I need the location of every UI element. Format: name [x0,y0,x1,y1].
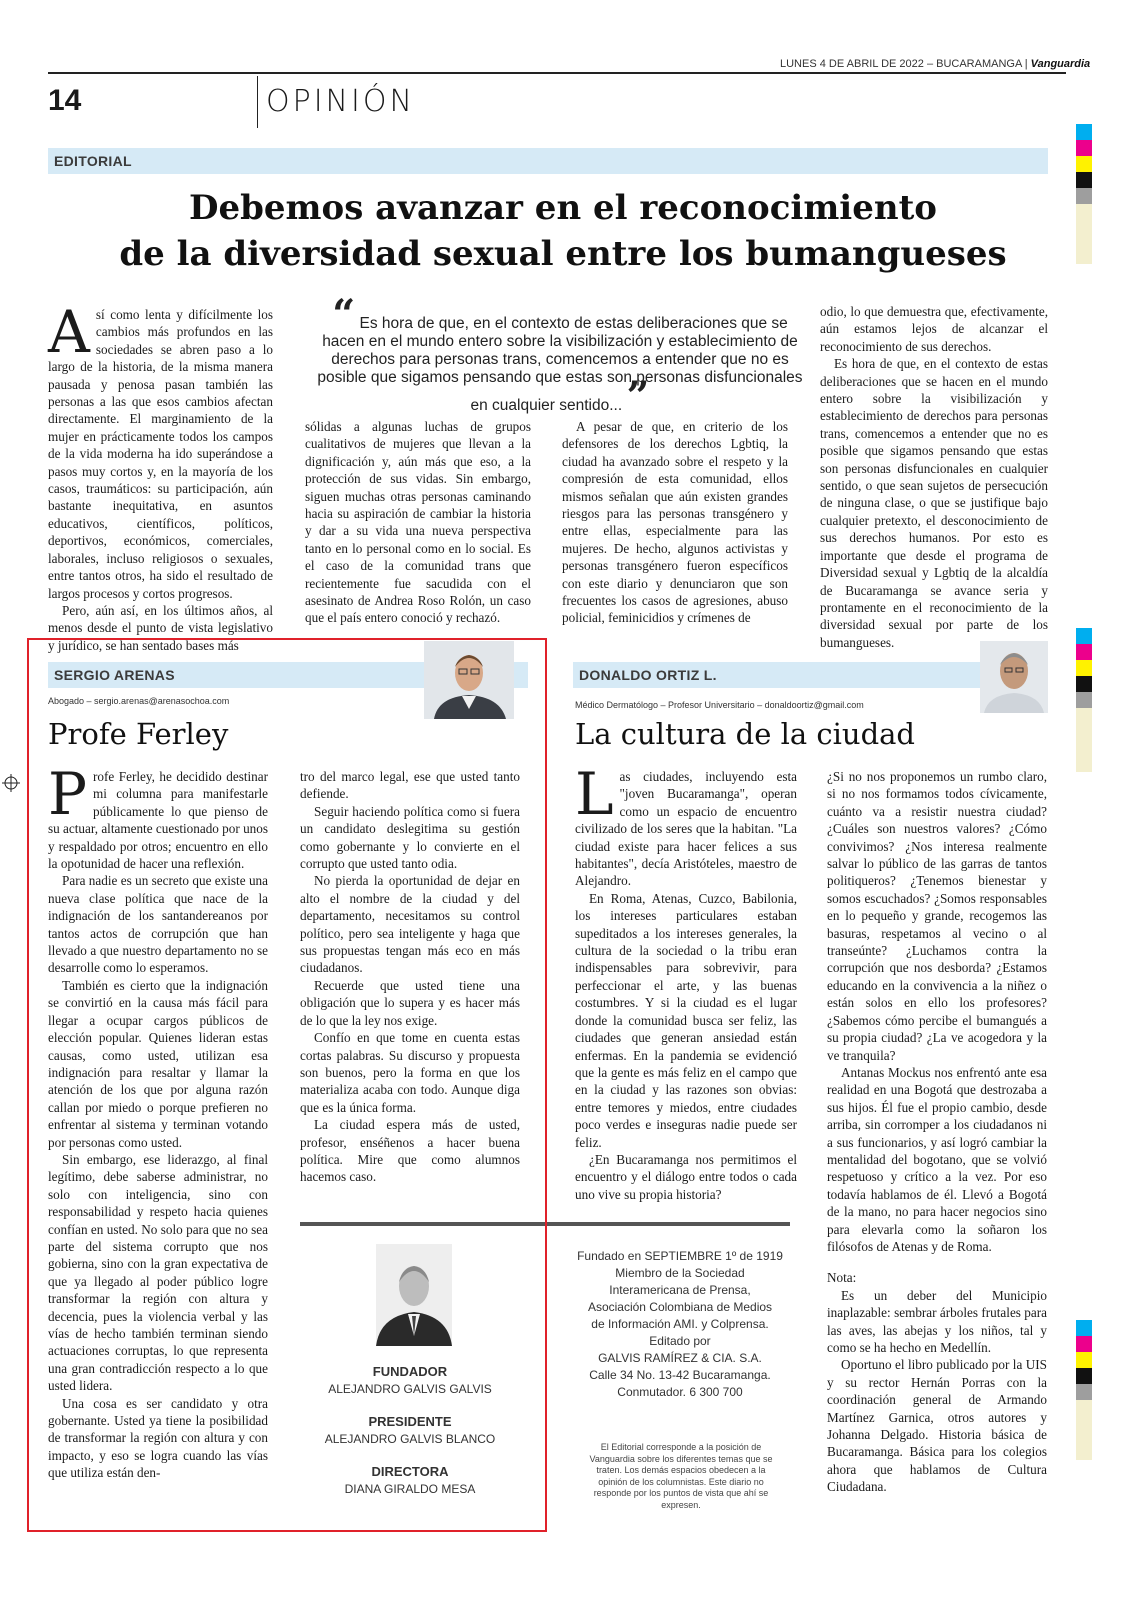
director-role: DIRECTORA [371,1464,449,1479]
founder-role: FUNDADOR [372,1364,448,1379]
editorial-paragraph: Pero, aún así, en los últimos años, al menos desde el punto de vista legislativo y jurídico, se han sentado bases más [48,602,273,653]
gray-swatch [1076,188,1092,204]
black-swatch [1076,172,1092,188]
editorial-headline [60,185,1066,277]
author-meta-right: Médico Dermatólogo – Profesor Universitario – donaldoortiz@gmail.com [575,700,864,710]
column-title-right: La cultura de la ciudad [575,717,915,751]
editorial-column-2 [305,418,531,627]
column-paragraph: ¿En Bucaramanga nos permitimos el encuentro y el diálogo entre todos o cada uno vive su propia historia? [575,1151,797,1202]
column-paragraph: Confío en que tome en cuenta estas cortas palabras. Su discurso y propuesta son buenos, pero la forma en que los materializa acaba con todo. Aunque diga que es la única forma. [300,1030,520,1115]
editorial-paragraph [48,298,273,602]
info-line: Calle 34 No. 13-42 Bucaramanga. [589,1368,771,1382]
column-paragraph: Antanas Mockus nos enfrentó ante esa realidad en una Bogotá que destrozaba a sus hijos. Él fue el propio cambio, desde arriba, sin corromper a los ciudadanos ni a sus funcionarios, y así logró cambiar la mentalidad del bogotano, que se volvió respetuoso y crítico a la vez. Por eso todavía hablamos de él. Llevó a Bogotá de la mano, no para hacer negocios sino para elevarla como la soñaron los filósofos de Atenas y de Roma. [827,1064,1047,1254]
close-quote-icon: ” [626,373,650,420]
dateline-text: LUNES 4 DE ABRIL DE 2022 – BUCARAMANGA | [780,58,1028,70]
selection-highlight-box [27,638,547,1532]
column-text: rofe Ferley, he decidido destinar mi columna para manifestarle públicamente lo que pienso de su actuar, altamente cuestionado por unos y respaldado por otros; encuentro en ello la opotunidad de hacer una reflexión. [48,769,268,872]
dateline [780,58,1091,70]
publisher-info [566,1248,794,1401]
info-line: Fundado en SEPTIEMBRE 1º de 1919 [577,1249,783,1263]
yellow-swatch [1076,156,1092,172]
editorial-disclaimer: El Editorial corresponde a la posición de Vanguardia sobre los diferentes temas que se traten. Los demás espacios obedecen a la opinión de los columnistas. Este diario no responde por los puntos de vista que ahí se expresen. [589,1442,773,1510]
section-divider [257,76,258,128]
headline-line-2: de la diversidad sexual entre los bumangueses [119,234,1007,274]
headline-line-1: Debemos avanzar en el reconocimiento [189,188,937,228]
section-title: OPINIÓN [266,84,415,119]
editorial-band [48,148,1048,174]
column-paragraph: En Roma, Atenas, Cuzco, Babilonia, los intereses particulares estaban supeditados a los intereses generales, la cultura de la sociedad o la tribu eran indispensables para sobrevivir, para perfeccionar el arte, y las buenas costumbres. Y si la ciudad es el lugar donde la comunidad busca ser feliz, las ciudades que generan ansiedad están enfermas. En la pandemia se evidenció que la gente es más feliz en el campo que en la ciudad y las razones son obvias: entre temores y miedos, entre ciudades poco verdes e inseguras nadie puede ser feliz. [575,890,797,1150]
column-title-left: Profe Ferley [48,717,229,751]
author-name: SERGIO ARENAS [54,667,175,683]
president-role: PRESIDENTE [368,1414,452,1429]
info-line: de Información AMI. y Colprensa. [591,1317,769,1331]
drop-cap: L [575,760,614,828]
color-registration-bar [1076,1320,1092,1460]
editorial-paragraph: Es hora de que, en el contexto de estas deliberaciones que se hacen en el mundo entero sobre la visibilización y establecimiento de derechos para personas trans, comencemos a entender que no es posible que sigamos pensando que estas son personas disfuncionales en cualquier sentido, o que sean sujetos de persecución de ninguna clase, o que se justifique bajo cualquier pretexto, el desconocimiento de sus derechos humanos. Por esto es importante que desde el programa de Diversidad sexual y Lgbtiq de la alcaldía de Bucaramanga se avance seria y prontamente en el reconocimiento de la diversidad sexual por parte de los bumangueses. [820,356,1048,650]
editorial-text: sí como lenta y difícilmente los cambios más profundos en las sociedades se abren paso a lo largo de la historia, de la misma manera pausada y penosa pasan también las personas a las que esos cambios afectan directamente. El marginamiento de la mujer en prácticamente todos los campos de la vida moderna ha ido superándose a pasos muy cortos y, en la mayoría de los casos, traumáticos: su participación, aún bastante inequitativa, en asuntos educativos, científicos, políticos, deportivos, económicos, comerciales, laborales, incluso religiosos o sexuales, entre tantos otros, ha sido el resultado de largos procesos y cortos progresos. [48,307,273,601]
registration-crosshair-icon [2,774,20,792]
right-column-b [827,768,1047,1496]
column-paragraph: Oportuno el libro publicado por la UIS y su rector Hernán Porras con la coordinación general de Armando Martínez Garnica, otros autores y Johanna Delgado. Historia básica de Bucaramanga. Básica para los colegios ahora que hablamos de Cultura Ciudadana. [827,1357,1047,1495]
yellow-swatch [1076,660,1092,676]
column-paragraph: Una cosa es ser candidato y otra gobernante. Usted ya tiene la posibilidad de transformar la región con altura y con impacto, y eso se logra cuando las vías que utiliza están den- [48,1395,268,1481]
founder-name: ALEJANDRO GALVIS GALVIS [328,1382,492,1396]
editorial-paragraph: sólidas a algunas luchas de grupos cualitativos de mujeres que llevan a la dignificación y, aún más que eso, a la protección de sus vidas. Sin embargo, siguen muchas otras personas caminando hacia su aspiración de cambiar la historia y dar a su vida una nueva perspectiva tanto en lo personal como en lo social. Es el caso de la comunidad trans que recientemente fue sacudida con el asesinato de Andrea Roso Rolón, un caso que el país entero conoció y rechazó. [305,419,531,626]
drop-cap: A [48,298,90,366]
color-registration-bar [1076,628,1092,772]
gray-swatch [1076,1384,1092,1400]
editorial-paragraph: A pesar de que, en criterio de los defensores de los derechos Lgbtiq, la ciudad ha avanzado sobre el respeto y la compresión de esta comunidad, ellos mismos señalan que aún existen grandes riesgos para las personas transgénero y entre ellas, especialmente para las mujeres. De hecho, algunos activistas y personas transgénero fueron específicos con este diario y denunciaron que son frecuentes los casos de agresiones, abuso policial, feminicidios y crímenes de [562,419,788,626]
magenta-swatch [1076,1336,1092,1352]
gray-swatch [1076,692,1092,708]
cream-swatch [1076,708,1092,772]
president-name: ALEJANDRO GALVIS BLANCO [324,1432,496,1446]
column-text: as ciudades, incluyendo esta "joven Bucaramanga", operan como un espacio de encuentro civilizado de los seres que la habitan. "La ciudad existe para hacer felices a sus habitantes", decía Aristóteles, maestro de Alejandro. [575,769,797,889]
column-paragraph [575,760,797,890]
black-swatch [1076,676,1092,692]
author-meta-left: Abogado – sergio.arenas@arenasochoa.com [48,696,230,706]
black-swatch [1076,1368,1092,1384]
column-paragraph: Recuerde que usted tiene una obligación que lo supera y es hacer más de lo que la ley nos exige. [300,977,520,1028]
info-line: Miembro de la Sociedad [615,1266,745,1280]
info-line: Interamericana de Prensa, [609,1283,751,1297]
cream-swatch [1076,204,1092,264]
pull-quote [310,291,810,420]
editorial-label: EDITORIAL [54,153,132,169]
right-column-a [575,760,797,1203]
cyan-swatch [1076,1320,1092,1336]
author-band-right [573,662,1048,688]
column-paragraph: ¿Si no nos proponemos un rumbo claro, si no nos formamos todos cívicamente, cuánto va a resistir nuestra ciudad? ¿Cuáles son nuestros valores? ¿Cómo convivimos? ¿Nos interesa realmente salvar lo público de las garras de tantos politiqueros? ¿Tenemos bienestar y somos escuchados? ¿Somos responsables en lo pequeño y grande, recogemos las basuras, respetamos al vecino o al transeúnte? ¿Luchamos contra la corrupción que nos desborda? ¿Estamos educando en la convivencia a la niñez o están solos en ello los profesores? ¿Sabemos cómo percibe el bumangués a su propia ciudad? ¿La ve acogedora y la ve tranquila? [827,769,1047,1063]
open-quote-icon: “ [332,291,356,338]
column-paragraph: La ciudad espera más de usted, profesor, enséñenos a hacer buena política. Mire que como alumnos hacemos caso. [300,1117,520,1185]
editorial-paragraph: odio, lo que demuestra que, efectivamente, aún estamos lejos de alcanzar el reconocimiento de sus derechos. [820,304,1048,354]
info-line: Editado por [649,1334,711,1348]
header-rule [48,72,1066,74]
column-paragraph: Sin embargo, ese liderazgo, al final legítimo, debe saberse administrar, no solo con inteligencia, sino con responsabilidad y respeto hacia quienes confían en usted. No solo para que no sea parte del sistema corrupto que nos gobierna, sino con la gran expectativa de que ya llegado al poder público logre transformar la región con altura y decencia, pues la violencia verbal y las vías de hecho también terminan siendo actuaciones corruptas, lo que representa una gran contradicción respecto a lo que usted lidera. [48,1151,268,1394]
pull-quote-text: Es hora de que, en el contexto de estas deliberaciones que se hacen en el mundo entero sobre la visibilización y establecimiento de derechos para personas trans, comencemos a entender que no es posible que sigamos pensando que estas son personas disfuncionales en cualquier sentido... [317,315,803,414]
column-paragraph: Para nadie es un secreto que existe una nueva clase política que nace de la indignación de los santandereanos por tantos actos de corrupción que han llevado a que nuestro departamento no se desarrolle como lo esperamos. [48,873,268,976]
column-paragraph: tro del marco legal, ese que usted tanto defiende. [300,769,520,802]
editorial-column-3 [562,418,788,627]
drop-cap: P [48,760,88,828]
page-number: 14 [48,84,82,117]
magenta-swatch [1076,140,1092,156]
cyan-swatch [1076,628,1092,644]
column-paragraph: También es cierto que la indignación se convirtió en la causa más fácil para llegar a ocupar cargos públicos de elección popular. Quienes lideran estas causas, como usted, utilizan esa indignación para resaltar y llamar la atención de los que por alguna razón callan por miedo o porque prefieren no enfrentar al sistema y terminan votando por personas como usted. [48,977,268,1150]
yellow-swatch [1076,1352,1092,1368]
column-paragraph: Es un deber del Municipio inaplazable: sembrar árboles frutales para las aves, las abejas y los niños, tal y como se ha hecho en Medellín. [827,1287,1047,1355]
author-photo [980,641,1048,713]
director-name: DIANA GIRALDO MESA [344,1482,476,1496]
info-line: Conmutador. 6 300 700 [617,1385,743,1399]
column-paragraph: Seguir haciendo política como si fuera un candidato deslegitima su gestión como gobernante y lo convierte en el corrupto que usted tanto odia. [300,803,520,872]
magenta-swatch [1076,644,1092,660]
brand-logo: Vanguardia [1030,58,1091,70]
note-label: Nota: [827,1270,857,1286]
author-name: DONALDO ORTIZ L. [579,667,717,683]
editorial-column-4 [820,303,1048,651]
column-paragraph: No pierda la oportunidad de dejar en alto el nombre de la ciudad y del departamento, necesitamos su control político, pero sea inteligente y haga que sus propuestas tengan más eco en más ciudadanos. [300,873,520,976]
info-line: Asociación Colombiana de Medios [587,1300,773,1314]
cyan-swatch [1076,124,1092,140]
editorial-column-1 [48,298,273,654]
color-registration-bar [1076,124,1092,264]
info-line: GALVIS RAMÍREZ & CIA. S.A. [598,1351,762,1365]
cream-swatch [1076,1400,1092,1460]
